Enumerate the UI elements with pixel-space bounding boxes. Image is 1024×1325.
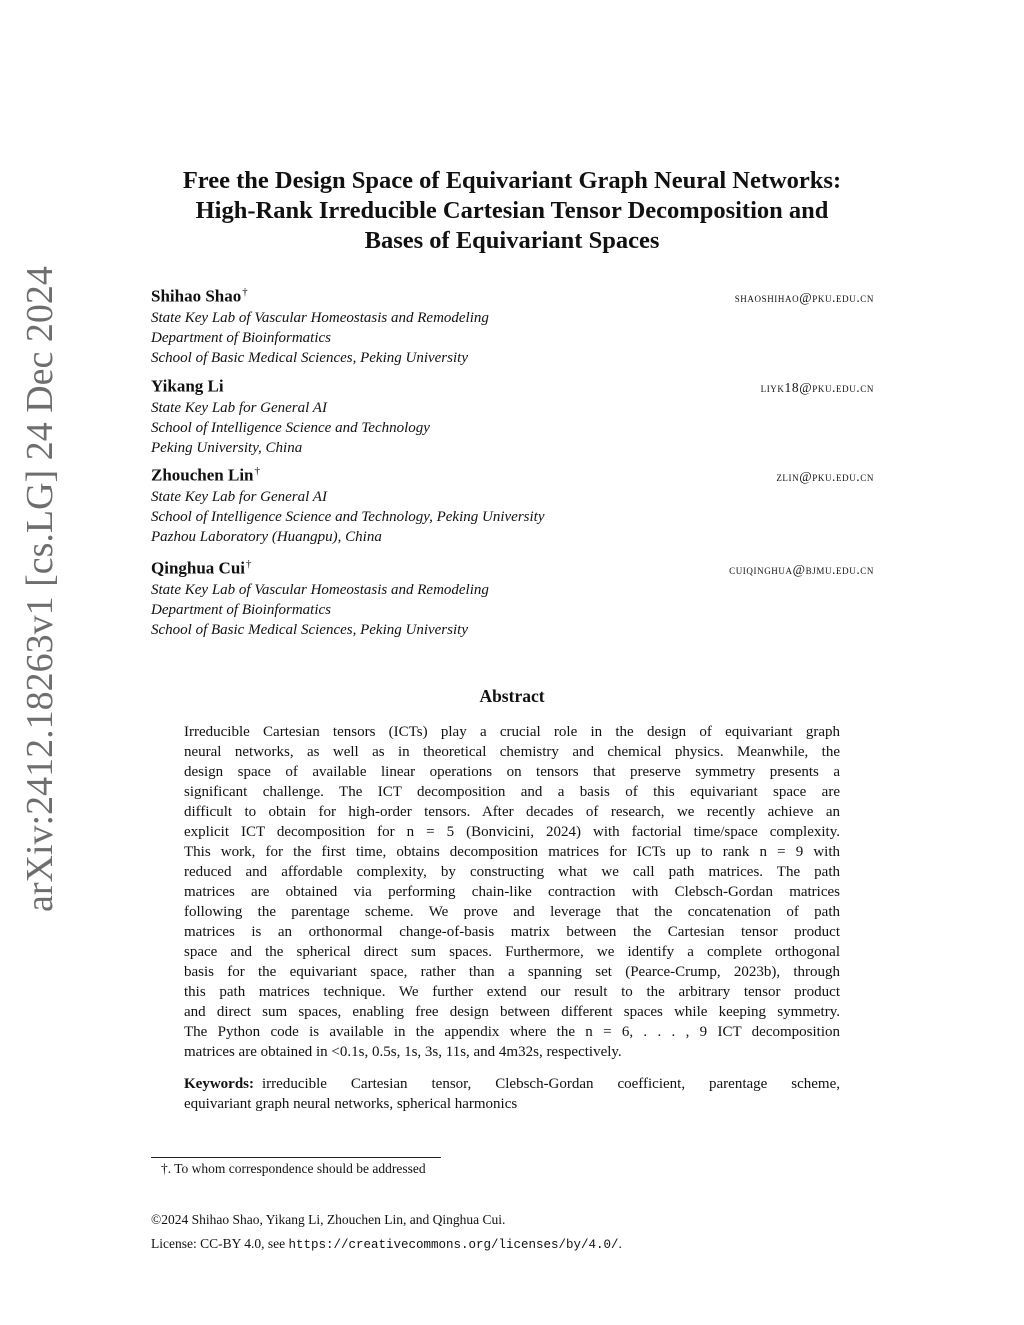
correspondence-footnote: †. To whom correspondence should be addressed [161,1161,426,1176]
abstract-line: This work, for the first time, obtains decomposition matrices for ICTs up to rank n = 9 with [184,844,840,860]
abstract-body [184,722,840,1062]
license-prefix: License: CC-BY 4.0, see [151,1236,289,1251]
author-name: Shihao Shao† [151,286,248,306]
abstract-line: matrices are obtained via performing chain-like contraction with Clebsch-Gordan matrices [184,884,840,900]
abstract-line: matrices is an orthonormal change-of-basis matrix between the Cartesian tensor product [184,924,840,940]
author-email[interactable]: zlin@pku.edu.cn [776,468,874,484]
keywords-text: equivariant graph neural networks, spherical harmonics [184,1096,518,1112]
abstract-line: matrices are obtained in <0.1s, 0.5s, 1s, 3s, 11s, and 4m32s, respectively. [184,1044,622,1060]
abstract-line: neural networks, as well as in theoretical chemistry and chemical physics. Meanwhile, the [184,744,840,760]
author-email[interactable]: cuiqinghua@bjmu.edu.cn [729,561,874,577]
title-line: Bases of Equivariant Spaces [364,227,660,254]
abstract-line: Irreducible Cartesian tensors (ICTs) play a crucial role in the design of equivariant graph [184,724,840,740]
copyright-notice: ©2024 Shihao Shao, Yikang Li, Zhouchen Lin, and Qinghua Cui. [151,1212,506,1227]
abstract-line: following the parentage scheme. We prove and leverage that the concatenation of path [184,904,840,920]
title-line: High-Rank Irreducible Cartesian Tensor Decomposition and [195,197,829,224]
paper-title [130,166,894,256]
author-block [151,376,874,458]
author-block [151,465,874,547]
abstract-line: and direct sum spaces, enabling free design between different spaces while keeping symmetry. [184,1004,840,1020]
title-line: Free the Design Space of Equivariant Graph Neural Networks: [182,167,842,194]
footnote-divider [151,1157,441,1158]
author-affiliation: Department of Bioinformatics [151,330,331,346]
abstract-heading: Abstract [479,686,545,706]
author-affiliation: State Key Lab for General AI [151,400,327,416]
author-affiliation: School of Intelligence Science and Technology, Peking University [151,509,545,525]
keywords-text: irreducible Cartesian tensor, Clebsch-Gordan coefficient, parentage scheme, [262,1076,840,1092]
author-block [151,558,874,640]
keywords-label: Keywords: [184,1076,254,1092]
author-name: Qinghua Cui† [151,558,252,578]
dagger-mark: † [254,465,261,477]
dagger-mark: † [246,558,252,570]
abstract-line: basis for the equivariant space, rather than a spanning set (Pearce-Crump, 2023b), through [184,964,840,980]
dagger-mark: † [242,286,248,298]
abstract-line: The Python code is available in the appendix where the n = 6, . . . , 9 ICT decomposition [184,1024,840,1040]
abstract-line: this path matrices technique. We further extend our result to the arbitrary tensor product [184,984,840,1000]
author-affiliation: School of Intelligence Science and Technology [151,420,430,436]
author-affiliation: State Key Lab of Vascular Homeostasis and Remodeling [151,582,489,598]
abstract-line: reduced and affordable complexity, by constructing what we call path matrices. The path [184,864,840,880]
abstract-line: space and the spherical direct sum spaces. Furthermore, we identify a complete orthogonal [184,944,840,960]
abstract-line: explicit ICT decomposition for n = 5 (Bonvicini, 2024) with factorial time/space complexity. [184,824,840,840]
author-block [151,286,874,368]
author-name: Yikang Li [151,376,224,396]
license-suffix: . [618,1236,622,1251]
abstract-line: design space of available linear operations on tensors that preserve symmetry presents a [184,764,840,780]
author-affiliation: School of Basic Medical Sciences, Peking University [151,350,468,366]
license-url-link[interactable]: https://creativecommons.org/licenses/by/4.0/ [288,1238,619,1252]
author-email[interactable]: liyk18@pku.edu.cn [760,379,874,395]
author-affiliation: State Key Lab for General AI [151,489,327,505]
abstract-line: significant challenge. The ICT decomposition and a basis of this equivariant space are [184,784,840,800]
author-affiliation: Peking University, China [151,440,303,456]
author-name: Zhouchen Lin† [151,465,261,485]
author-affiliation: State Key Lab of Vascular Homeostasis and Remodeling [151,310,489,326]
author-affiliation: Department of Bioinformatics [151,602,331,618]
author-email[interactable]: shaoshihao@pku.edu.cn [734,289,874,305]
arxiv-identifier-stamp: arXiv:2412.18263v1 [cs.LG] 24 Dec 2024 [19,266,61,912]
license-notice [151,1236,622,1252]
author-affiliation: School of Basic Medical Sciences, Peking University [151,622,468,638]
abstract-line: difficult to obtain for high-order tensors. After decades of research, we recently achieve an [184,804,840,820]
keywords-section [184,1074,840,1114]
author-affiliation: Pazhou Laboratory (Huangpu), China [151,529,382,545]
